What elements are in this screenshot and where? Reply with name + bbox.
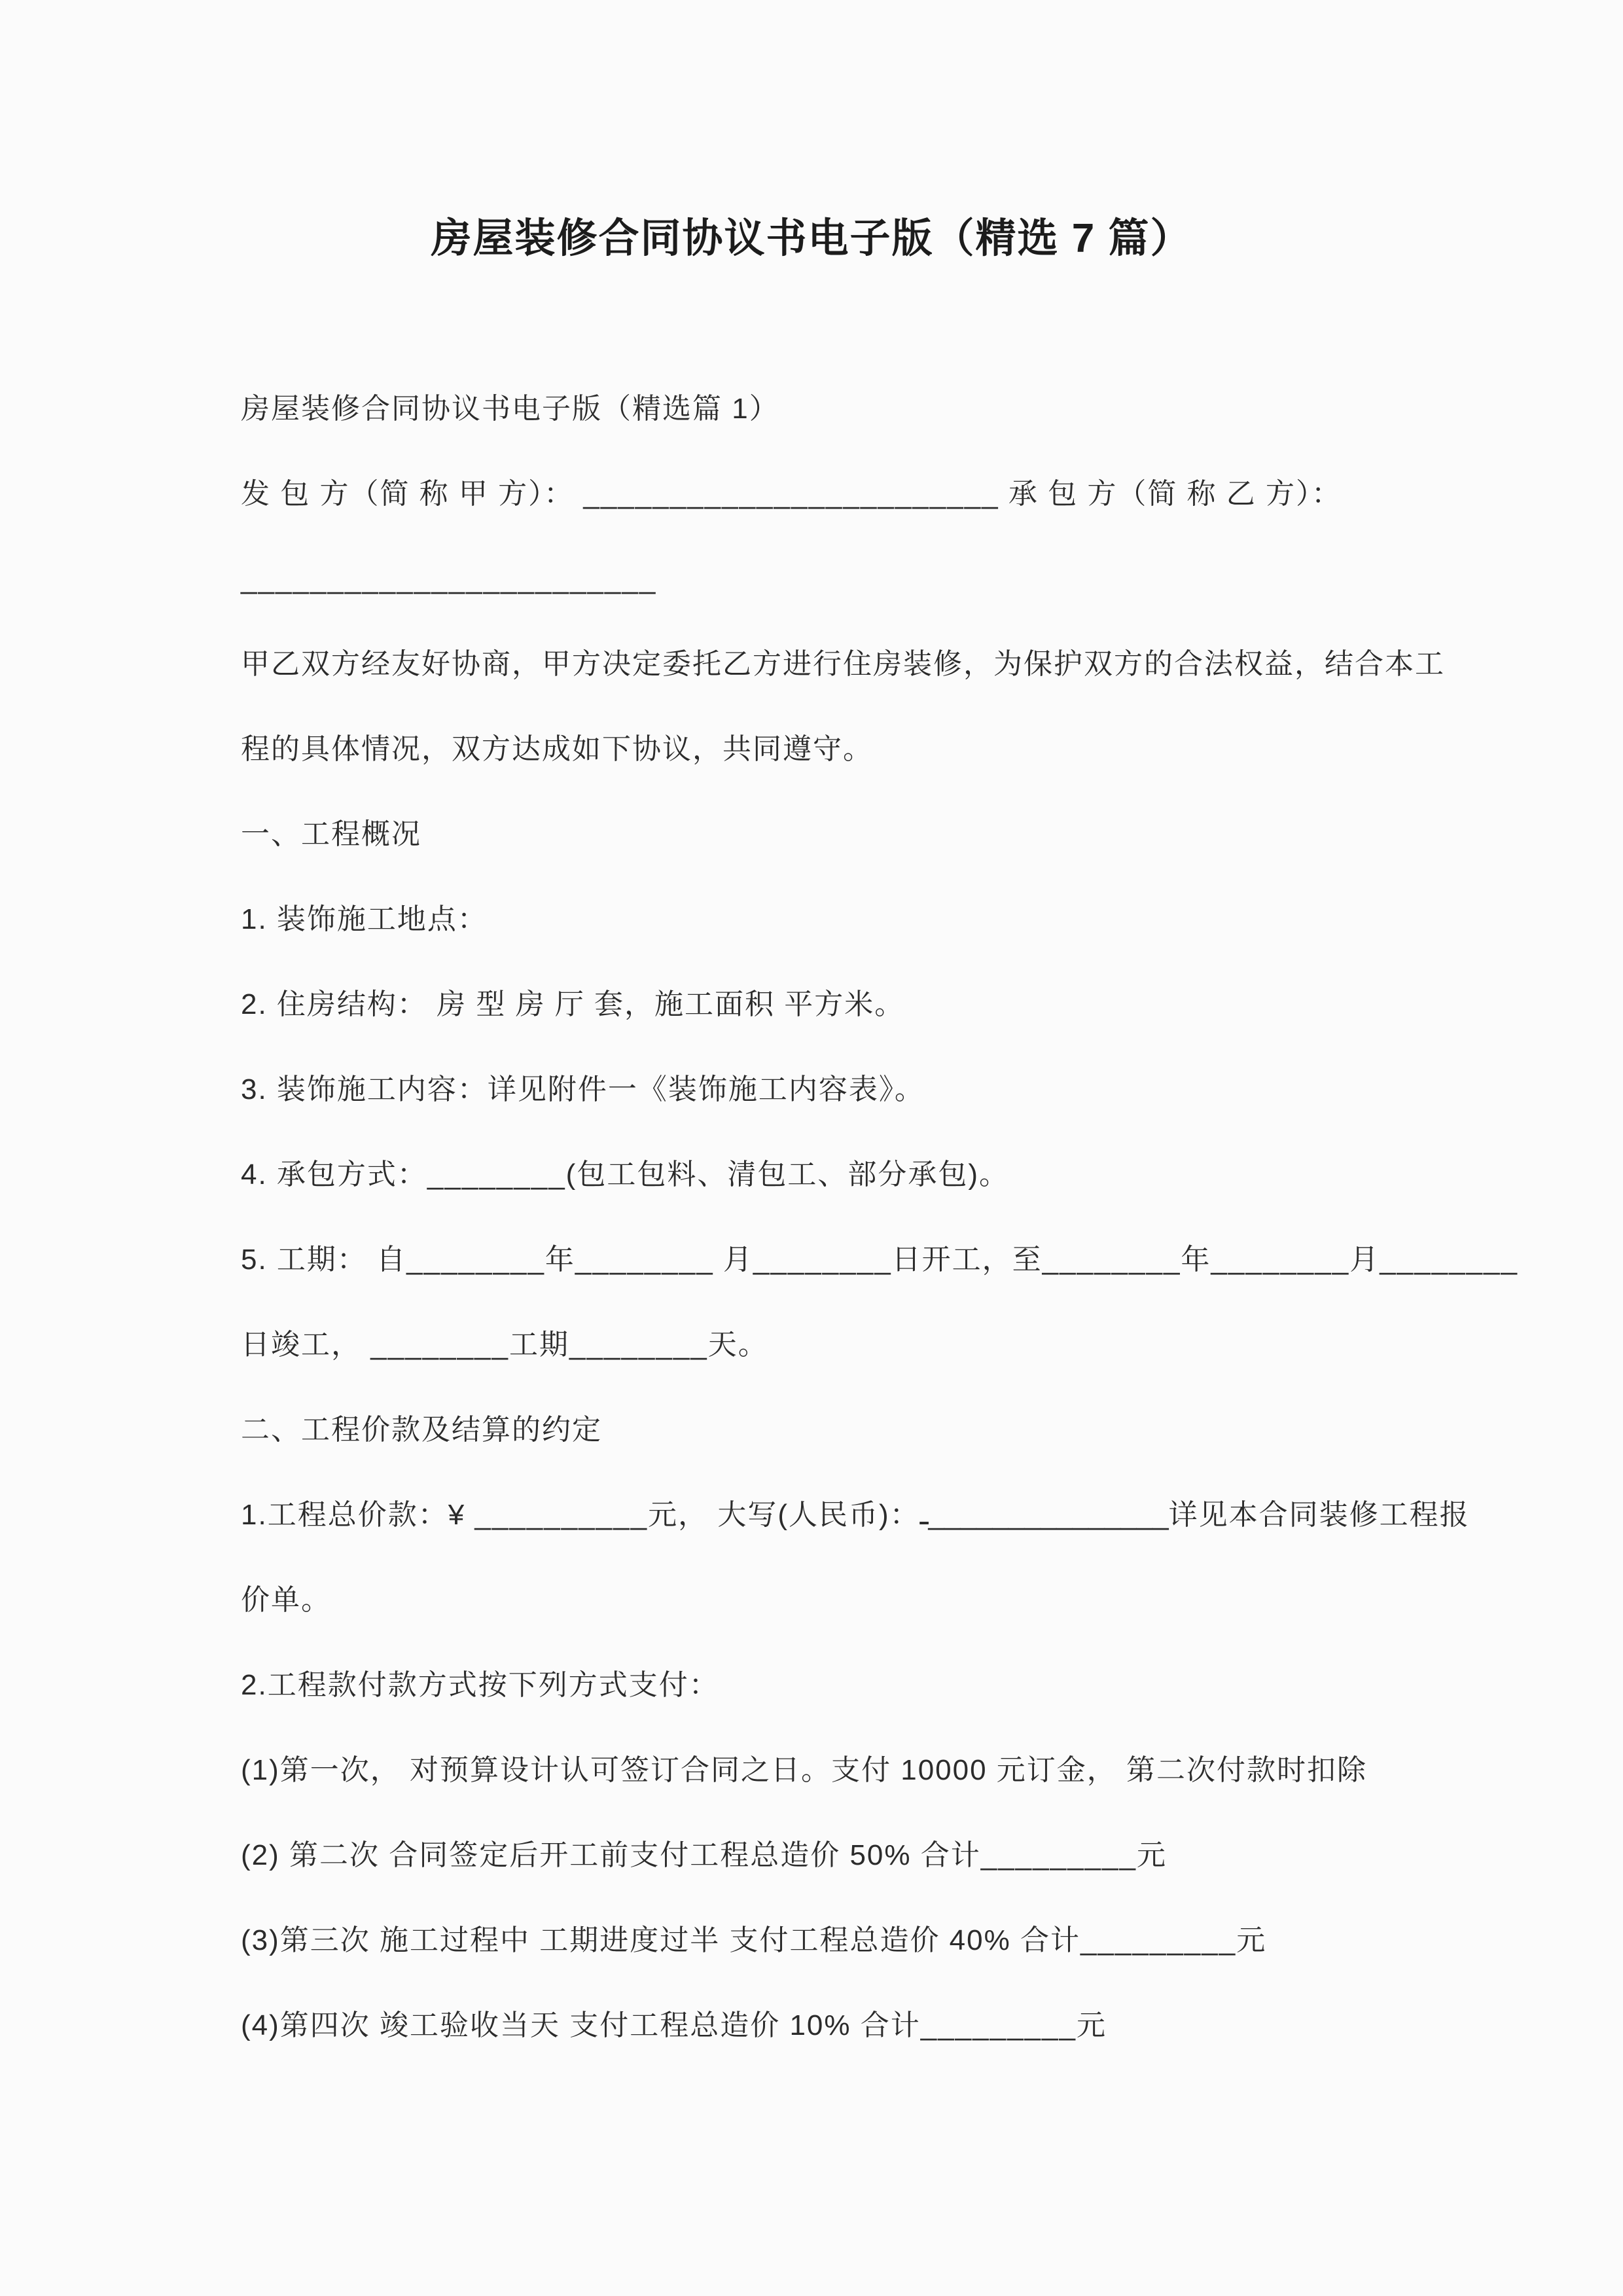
doc-line-item-1-location: 1. 装饰施工地点： xyxy=(241,903,488,935)
doc-line-party-b-blank: ________________________ xyxy=(241,563,657,595)
doc-line-item-5-schedule-cont: 日竣工， ________工期________天。 xyxy=(241,1329,768,1361)
document-body xyxy=(241,367,1518,2068)
doc-line-section-1-heading: 一、工程概况 xyxy=(241,818,421,850)
doc-line-payment-4: (4)第四次 竣工验收当天 支付工程总造价 10% 合计_________元 xyxy=(241,2009,1107,2041)
doc-line-preamble-1: 甲乙双方经友好协商，甲方决定委托乙方进行住房装修，为保护双方的合法权益，结合本工 xyxy=(241,648,1445,680)
document-title: 房屋装修合同协议书电子版（精选 7 篇） xyxy=(431,216,1192,261)
doc-line-item-5-schedule: 5. 工期： 自________年________ 月________日开工，至________年________月________ xyxy=(241,1244,1518,1276)
doc-line-payment-intro: 2.工程款付款方式按下列方式支付： xyxy=(241,1669,719,1701)
doc-line-item-3-content: 3. 装饰施工内容：详见附件一《装饰施工内容表》。 xyxy=(241,1073,925,1105)
doc-line-section-2-heading: 二、工程价款及结算的约定 xyxy=(241,1414,602,1446)
doc-line-total-price: 1.工程总价款：¥ __________元， 大写(人民币)：ـ_______________详见本合同装修工程报 xyxy=(241,1499,1470,1531)
doc-line-item-4-contract-mode: 4. 承包方式：________(包工包料、清包工、部分承包)。 xyxy=(241,1158,1009,1191)
doc-line-payment-1: (1)第一次， 对预算设计认可签订合同之日。支付 10000 元订金， 第二次付款时扣除 xyxy=(241,1754,1368,1786)
doc-line-subtitle: 房屋装修合同协议书电子版（精选篇 1） xyxy=(241,393,779,425)
doc-line-preamble-2: 程的具体情况，双方达成如下协议，共同遵守。 xyxy=(241,733,873,765)
doc-line-item-2-structure: 2. 住房结构： 房 型 房 厅 套，施工面积 平方米。 xyxy=(241,988,905,1020)
doc-line-payment-3: (3)第三次 施工过程中 工期进度过半 支付工程总造价 40% 合计_________元 xyxy=(241,1924,1267,1956)
doc-line-parties: 发 包 方（简 称 甲 方）： ________________________ 承 包 方（简 称 乙 方）： xyxy=(241,478,1342,510)
doc-line-payment-2: (2) 第二次 合同签定后开工前支付工程总造价 50% 合计_________元 xyxy=(241,1839,1167,1871)
doc-line-total-price-cont: 价单。 xyxy=(241,1584,331,1616)
